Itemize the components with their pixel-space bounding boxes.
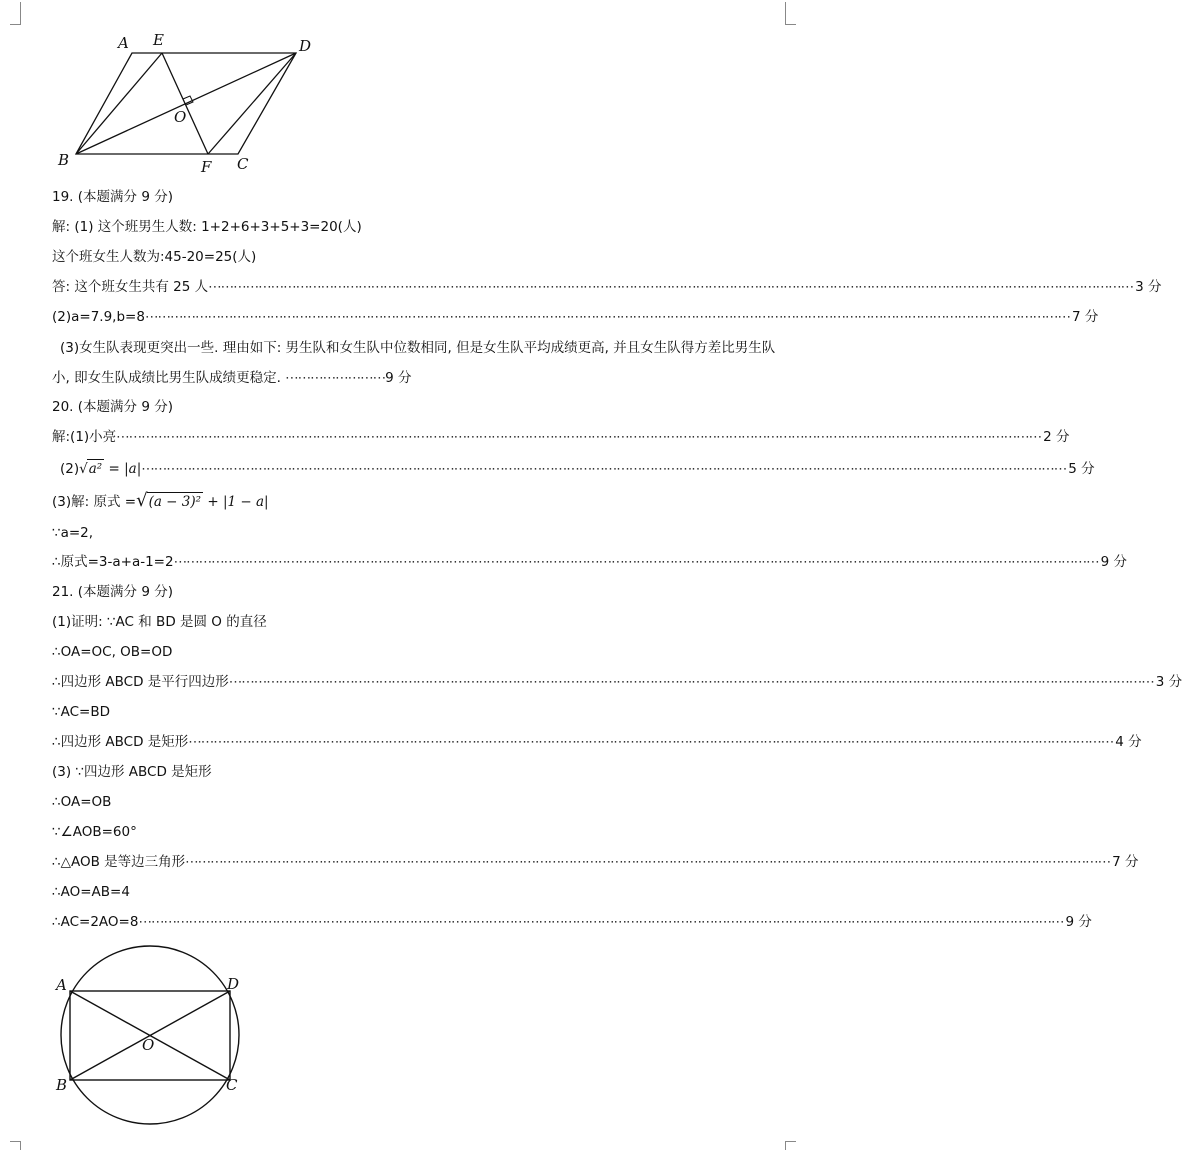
dot-leader: ⋯⋯⋯⋯⋯⋯⋯⋯⋯⋯⋯⋯⋯⋯⋯⋯⋯⋯⋯⋯⋯⋯⋯⋯⋯⋯⋯⋯⋯⋯⋯⋯⋯⋯⋯⋯⋯⋯⋯⋯⋯⋯⋯⋯⋯⋯⋯⋯⋯⋯⋯⋯⋯⋯⋯⋯⋯⋯⋯⋯⋯⋯⋯⋯⋯⋯⋯⋯⋯⋯⋯⋯⋯⋯ — [228, 674, 1154, 690]
label-o: O — [142, 1036, 155, 1054]
q20-line-5 — [52, 553, 1127, 571]
label-b: B — [56, 1076, 68, 1094]
q21-line-10: ∴AO=AB=4 — [52, 884, 130, 900]
q21-score-11: 9 分 — [1065, 914, 1092, 930]
q21-line-7: ∴OA=OB — [52, 794, 112, 810]
q21-line-3-text: ∴四边形 ABCD 是平行四边形 — [52, 674, 229, 690]
dot-leader: ⋯⋯⋯⋯⋯⋯⋯⋯⋯⋯⋯⋯⋯⋯⋯⋯⋯⋯⋯⋯⋯⋯⋯⋯⋯⋯⋯⋯⋯⋯⋯⋯⋯⋯⋯⋯⋯⋯⋯⋯⋯⋯⋯⋯⋯⋯⋯⋯⋯⋯⋯⋯⋯⋯⋯⋯⋯⋯⋯⋯⋯⋯⋯⋯⋯⋯⋯⋯⋯⋯⋯⋯⋯⋯ — [208, 279, 1134, 295]
dot-leader: ⋯⋯⋯⋯⋯⋯⋯⋯⋯⋯⋯⋯⋯⋯⋯⋯⋯⋯⋯⋯⋯⋯⋯⋯⋯⋯⋯⋯⋯⋯⋯⋯⋯⋯⋯⋯⋯⋯⋯⋯⋯⋯⋯⋯⋯⋯⋯⋯⋯⋯⋯⋯⋯⋯⋯⋯⋯⋯⋯⋯⋯⋯⋯⋯⋯⋯⋯⋯⋯⋯⋯⋯⋯⋯ — [138, 914, 1064, 930]
q21-line-5-text: ∴四边形 ABCD 是矩形 — [52, 734, 189, 750]
q21-score-3: 3 分 — [1155, 674, 1182, 690]
label-e: E — [153, 31, 164, 49]
q20-score-5: 9 分 — [1100, 554, 1127, 570]
q20-score-2: 5 分 — [1068, 461, 1095, 477]
q21-line-5 — [52, 733, 1142, 751]
label-a: A — [56, 976, 67, 994]
q21-line-6: (3) ∵四边形 ABCD 是矩形 — [52, 764, 212, 780]
crop-mark-bottom-right — [785, 1141, 796, 1150]
label-o: O — [174, 108, 187, 126]
q21-score-9: 7 分 — [1112, 854, 1139, 870]
segment-fd — [208, 53, 296, 154]
q20-line-2-prefix: (2) — [60, 461, 80, 477]
q19-line-4-text: (2)a=7.9,b=8 — [52, 309, 145, 325]
q20-line-3-rest: + |1 − a| — [203, 494, 269, 510]
crop-mark-bottom-left — [10, 1141, 21, 1150]
q20-line-3-prefix: (3)解: 原式 = — [52, 494, 137, 510]
dot-leader: ⋯⋯⋯⋯⋯⋯⋯⋯⋯⋯⋯⋯⋯⋯⋯⋯⋯⋯⋯⋯⋯⋯⋯⋯⋯⋯⋯⋯⋯⋯⋯⋯⋯⋯⋯⋯⋯⋯⋯⋯⋯⋯⋯⋯⋯⋯⋯⋯⋯⋯⋯⋯⋯⋯⋯⋯⋯⋯⋯⋯⋯⋯⋯⋯⋯⋯⋯⋯⋯⋯⋯⋯⋯⋯ — [188, 734, 1114, 750]
sqrt-expression: √a² = |a| — [79, 461, 142, 477]
label-f: F — [201, 158, 212, 176]
dot-leader: ⋯⋯⋯⋯⋯⋯⋯⋯⋯⋯⋯⋯⋯⋯⋯⋯⋯⋯⋯⋯⋯⋯⋯⋯⋯⋯⋯⋯⋯⋯⋯⋯⋯⋯⋯⋯⋯⋯⋯⋯⋯⋯⋯⋯⋯⋯⋯⋯⋯⋯⋯⋯⋯⋯⋯⋯⋯⋯⋯⋯⋯⋯⋯⋯⋯⋯⋯⋯⋯⋯⋯⋯⋯⋯ — [141, 461, 1067, 477]
dot-leader: ⋯⋯⋯⋯⋯⋯⋯⋯⋯⋯⋯⋯⋯⋯⋯⋯⋯⋯⋯⋯⋯⋯⋯⋯⋯⋯⋯⋯⋯⋯⋯⋯⋯⋯⋯⋯⋯⋯⋯⋯⋯⋯⋯⋯⋯⋯⋯⋯⋯⋯⋯⋯⋯⋯⋯⋯⋯⋯⋯⋯⋯⋯⋯⋯⋯⋯⋯⋯⋯⋯⋯⋯⋯⋯ — [144, 309, 1070, 325]
q21-line-3 — [52, 673, 1182, 691]
dot-leader: ⋯⋯⋯⋯⋯⋯⋯⋯⋯⋯⋯⋯⋯⋯⋯⋯⋯⋯⋯⋯⋯⋯⋯⋯⋯⋯⋯⋯⋯⋯⋯⋯⋯⋯⋯⋯⋯⋯⋯⋯⋯⋯⋯⋯⋯⋯⋯⋯⋯⋯⋯⋯⋯⋯⋯⋯⋯⋯⋯⋯⋯⋯⋯⋯⋯⋯⋯⋯⋯⋯⋯⋯⋯⋯ — [173, 554, 1099, 570]
crop-mark-top-right — [785, 2, 796, 25]
q19-score-5: 9 分 — [385, 370, 412, 386]
q20-score-1: 2 分 — [1043, 429, 1070, 445]
q20-line-3 — [52, 492, 269, 511]
q20-heading: 20. (本题满分 9 分) — [52, 399, 173, 415]
figure-parallelogram — [50, 28, 330, 183]
dot-leader: ⋯⋯⋯⋯⋯⋯⋯⋯⋯⋯⋯⋯⋯⋯⋯⋯⋯⋯⋯⋯⋯⋯⋯⋯⋯⋯⋯⋯⋯⋯⋯⋯⋯⋯⋯⋯⋯⋯⋯⋯⋯⋯⋯⋯⋯⋯⋯⋯⋯⋯⋯⋯⋯⋯⋯⋯⋯⋯⋯⋯⋯⋯⋯⋯⋯⋯⋯⋯⋯⋯⋯⋯⋯⋯ — [116, 429, 1042, 445]
q21-line-9 — [52, 853, 1139, 871]
q19-score-3: 3 分 — [1135, 279, 1162, 295]
dot-leader: ⋯⋯⋯⋯⋯⋯⋯⋯ — [285, 370, 386, 386]
q20-line-3-radicand: (a − 3)² — [148, 494, 202, 510]
label-c: C — [226, 1076, 238, 1094]
q19-line-5 — [52, 333, 782, 393]
segment-be — [76, 53, 162, 154]
q21-line-1: (1)证明: ∵AC 和 BD 是圆 O 的直径 — [52, 614, 267, 630]
label-b: B — [58, 151, 70, 169]
q20-line-2-rest: = |a| — [104, 461, 142, 477]
q21-line-8: ∵∠AOB=60° — [52, 824, 137, 840]
sqrt-expression: √(a − 3)² + |1 − a| — [136, 490, 269, 511]
figure-inscribed-rectangle — [50, 940, 250, 1130]
q21-heading: 21. (本题满分 9 分) — [52, 584, 173, 600]
label-d: D — [227, 975, 240, 993]
q20-line-4: ∵a=2, — [52, 525, 94, 541]
q20-line-2-radicand: a — [88, 461, 97, 477]
label-c: C — [237, 155, 249, 173]
q19-line-4 — [52, 308, 1099, 326]
q20-line-5-text: ∴原式=3-a+a-1=2 — [52, 554, 174, 570]
q21-line-4: ∵AC=BD — [52, 704, 110, 720]
label-d: D — [299, 37, 312, 55]
q19-line-3 — [52, 278, 1162, 296]
q19-score-4: 7 分 — [1071, 309, 1099, 325]
dot-leader: ⋯⋯⋯⋯⋯⋯⋯⋯⋯⋯⋯⋯⋯⋯⋯⋯⋯⋯⋯⋯⋯⋯⋯⋯⋯⋯⋯⋯⋯⋯⋯⋯⋯⋯⋯⋯⋯⋯⋯⋯⋯⋯⋯⋯⋯⋯⋯⋯⋯⋯⋯⋯⋯⋯⋯⋯⋯⋯⋯⋯⋯⋯⋯⋯⋯⋯⋯⋯⋯⋯⋯⋯⋯⋯ — [185, 854, 1111, 870]
q21-line-11 — [52, 913, 1092, 931]
q20-line-2 — [60, 459, 1095, 478]
diagonal-bd — [76, 53, 296, 154]
crop-mark-top-left — [10, 2, 21, 25]
q19-line-3-text: 答: 这个班女生共有 25 人 — [52, 279, 209, 295]
q20-line-1-text: 解:(1)小亮 — [52, 429, 117, 445]
q21-line-9-text: ∴△AOB 是等边三角形 — [52, 854, 186, 870]
q20-line-1 — [52, 428, 1070, 446]
q19-line-5-text: (3)女生队表现更突出一些. 理由如下: 男生队和女生队中位数相同, 但是女生队平均成绩更高, 并且女生队得方差比男生队小, 即女生队成绩比男生队成绩更稳定. — [52, 340, 776, 386]
q21-line-2: ∴OA=OC, OB=OD — [52, 644, 173, 660]
q19-heading: 19. (本题满分 9 分) — [52, 189, 173, 205]
q19-line-2: 这个班女生人数为:45-20=25(人) — [52, 249, 257, 265]
q19-line-1: 解: (1) 这个班男生人数: 1+2+6+3+5+3=20(人) — [52, 219, 362, 235]
q21-score-5: 4 分 — [1115, 734, 1142, 750]
label-a: A — [118, 34, 129, 52]
q21-line-11-text: ∴AC=2AO=8 — [52, 914, 139, 930]
